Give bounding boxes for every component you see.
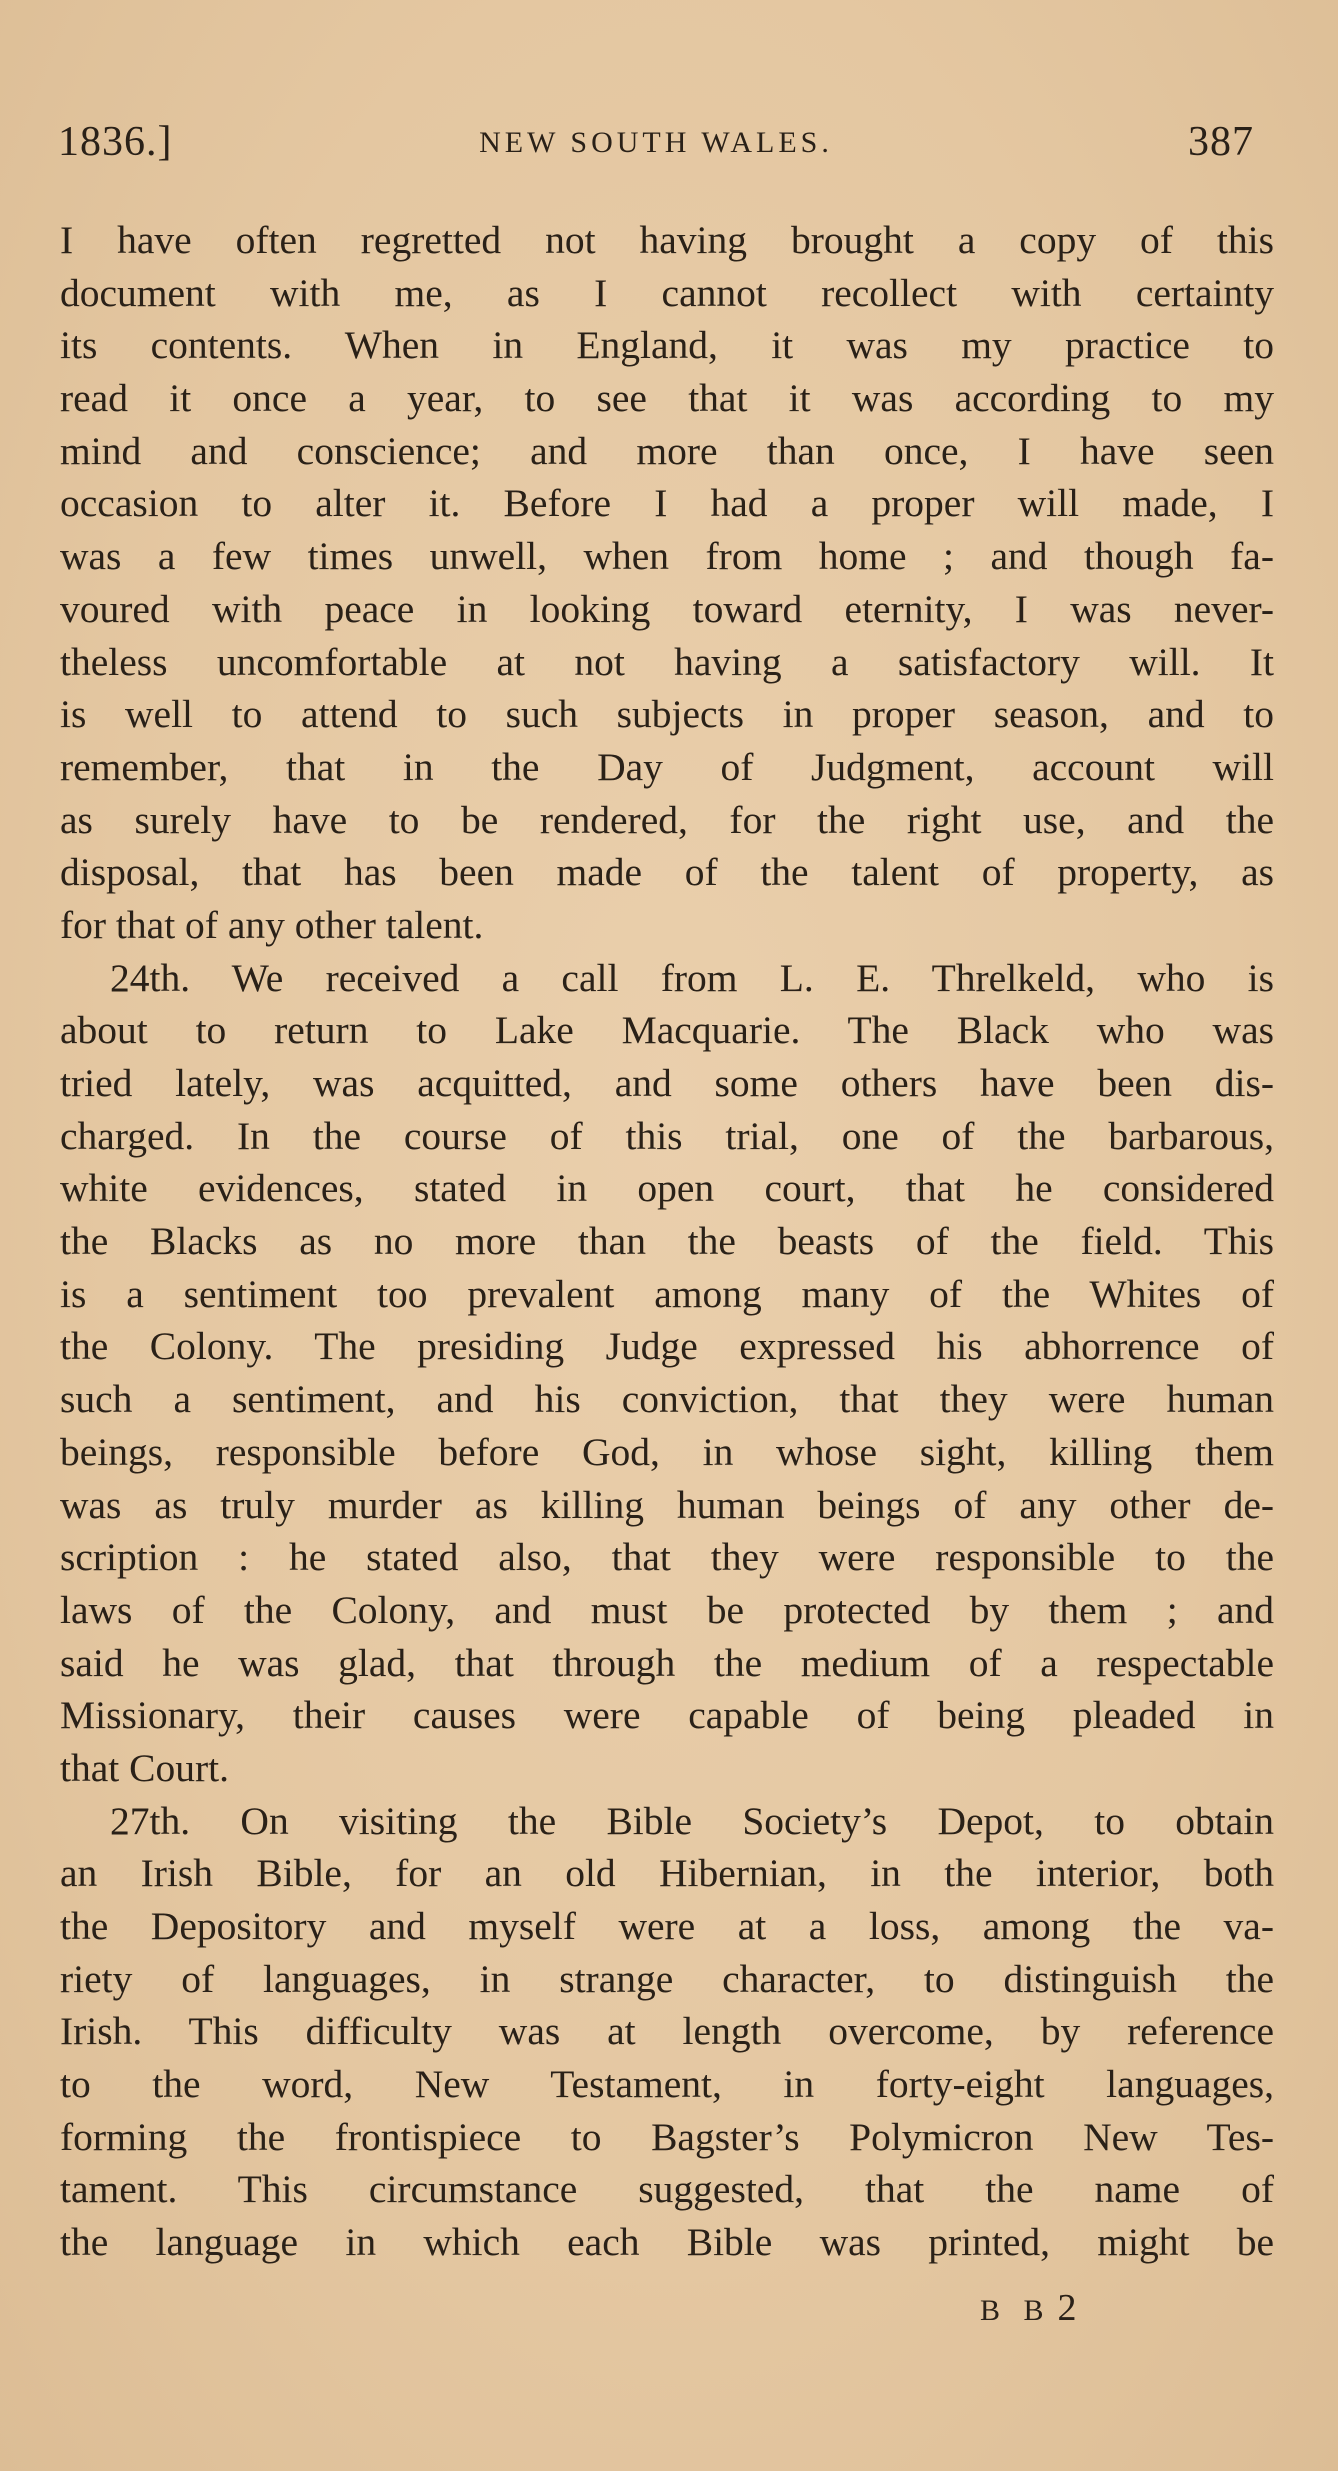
text-line: remember, that in the Day of Judgment, account will <box>60 744 1274 789</box>
text-line: the language in which each Bible was printed, might be <box>60 2220 1274 2265</box>
text-line: scription : he stated also, that they were responsible to the <box>60 1535 1274 1580</box>
text-line: such a sentiment, and his conviction, that they were human <box>60 1377 1274 1422</box>
text-line: for that of any other talent. <box>60 902 484 947</box>
text-line: forming the frontispiece to Bagster’s Polymicron New Tes- <box>60 2114 1274 2159</box>
text-line: the Blacks as no more than the beasts of the field. This <box>60 1219 1274 1264</box>
text-line: an Irish Bible, for an old Hibernian, in the interior, both <box>60 1851 1274 1896</box>
text-line: charged. In the course of this trial, one of the barbarous, <box>60 1113 1274 1158</box>
header-year: 1836.] <box>58 119 173 165</box>
page-number: 387 <box>1188 119 1254 165</box>
text-line: tried lately, was acquitted, and some others have been dis- <box>60 1061 1274 1105</box>
text-line: mind and conscience; and more than once, I have seen <box>60 428 1274 473</box>
text-line: is well to attend to such subjects in proper season, and to <box>60 692 1274 737</box>
text-line: said he was glad, that through the medium of a respectable <box>60 1640 1274 1685</box>
text-line: the Depository and myself were at a loss, among the va- <box>60 1904 1274 1948</box>
text-line: document with me, as I cannot recollect with certainty <box>60 270 1274 315</box>
text-line: I have often regretted not having brought a copy of this <box>60 218 1274 262</box>
text-line: read it once a year, to see that it was according to my <box>60 376 1274 421</box>
text-line: disposal, that has been made of the talent of property, as <box>60 850 1274 895</box>
text-line: was a few times unwell, when from home ; and though fa- <box>60 534 1274 579</box>
text-line: theless uncomfortable at not having a satisfactory will. It <box>60 639 1274 684</box>
text-line: riety of languages, in strange character, to distinguish the <box>60 1956 1274 2001</box>
text-line: beings, responsible before God, in whose sight, killing them <box>60 1429 1274 1474</box>
text-line: tament. This circumstance suggested, that the name of <box>60 2167 1274 2212</box>
text-line: about to return to Lake Macquarie. The Black who was <box>60 1008 1274 1053</box>
text-line: the Colony. The presiding Judge expressed his abhorrence of <box>60 1324 1274 1369</box>
signature-letters: B B <box>980 2294 1052 2327</box>
text-line: Irish. This difficulty was at length overcome, by reference <box>60 2009 1274 2054</box>
running-head <box>58 118 1254 178</box>
text-line: 24th. We received a call from L. E. Threlkeld, who is <box>110 955 1274 1000</box>
text-line: laws of the Colony, and must be protected by them ; and <box>60 1587 1274 1632</box>
text-line: as surely have to be rendered, for the right use, and the <box>60 797 1274 842</box>
header-title: NEW SOUTH WALES. <box>479 126 833 159</box>
signature-number: 2 <box>1057 2287 1077 2329</box>
text-line: was as truly murder as killing human beings of any other de- <box>60 1482 1274 1527</box>
text-line: occasion to alter it. Before I had a proper will made, I <box>60 481 1274 526</box>
body-text <box>60 214 1274 2269</box>
text-line: voured with peace in looking toward eternity, I was never- <box>60 586 1274 631</box>
text-line: Missionary, their causes were capable of being pleaded in <box>60 1693 1274 1738</box>
printer-signature <box>980 2286 1077 2330</box>
text-line: that Court. <box>60 1745 229 1790</box>
text-line: white evidences, stated in open court, that he considered <box>60 1166 1274 1211</box>
text-line: 27th. On visiting the Bible Society’s Depot, to obtain <box>110 1798 1274 1843</box>
text-line: to the word, New Testament, in forty-eight languages, <box>60 2062 1274 2107</box>
text-line: is a sentiment too prevalent among many of the Whites of <box>60 1271 1274 1316</box>
text-line: its contents. When in England, it was my practice to <box>60 323 1274 368</box>
